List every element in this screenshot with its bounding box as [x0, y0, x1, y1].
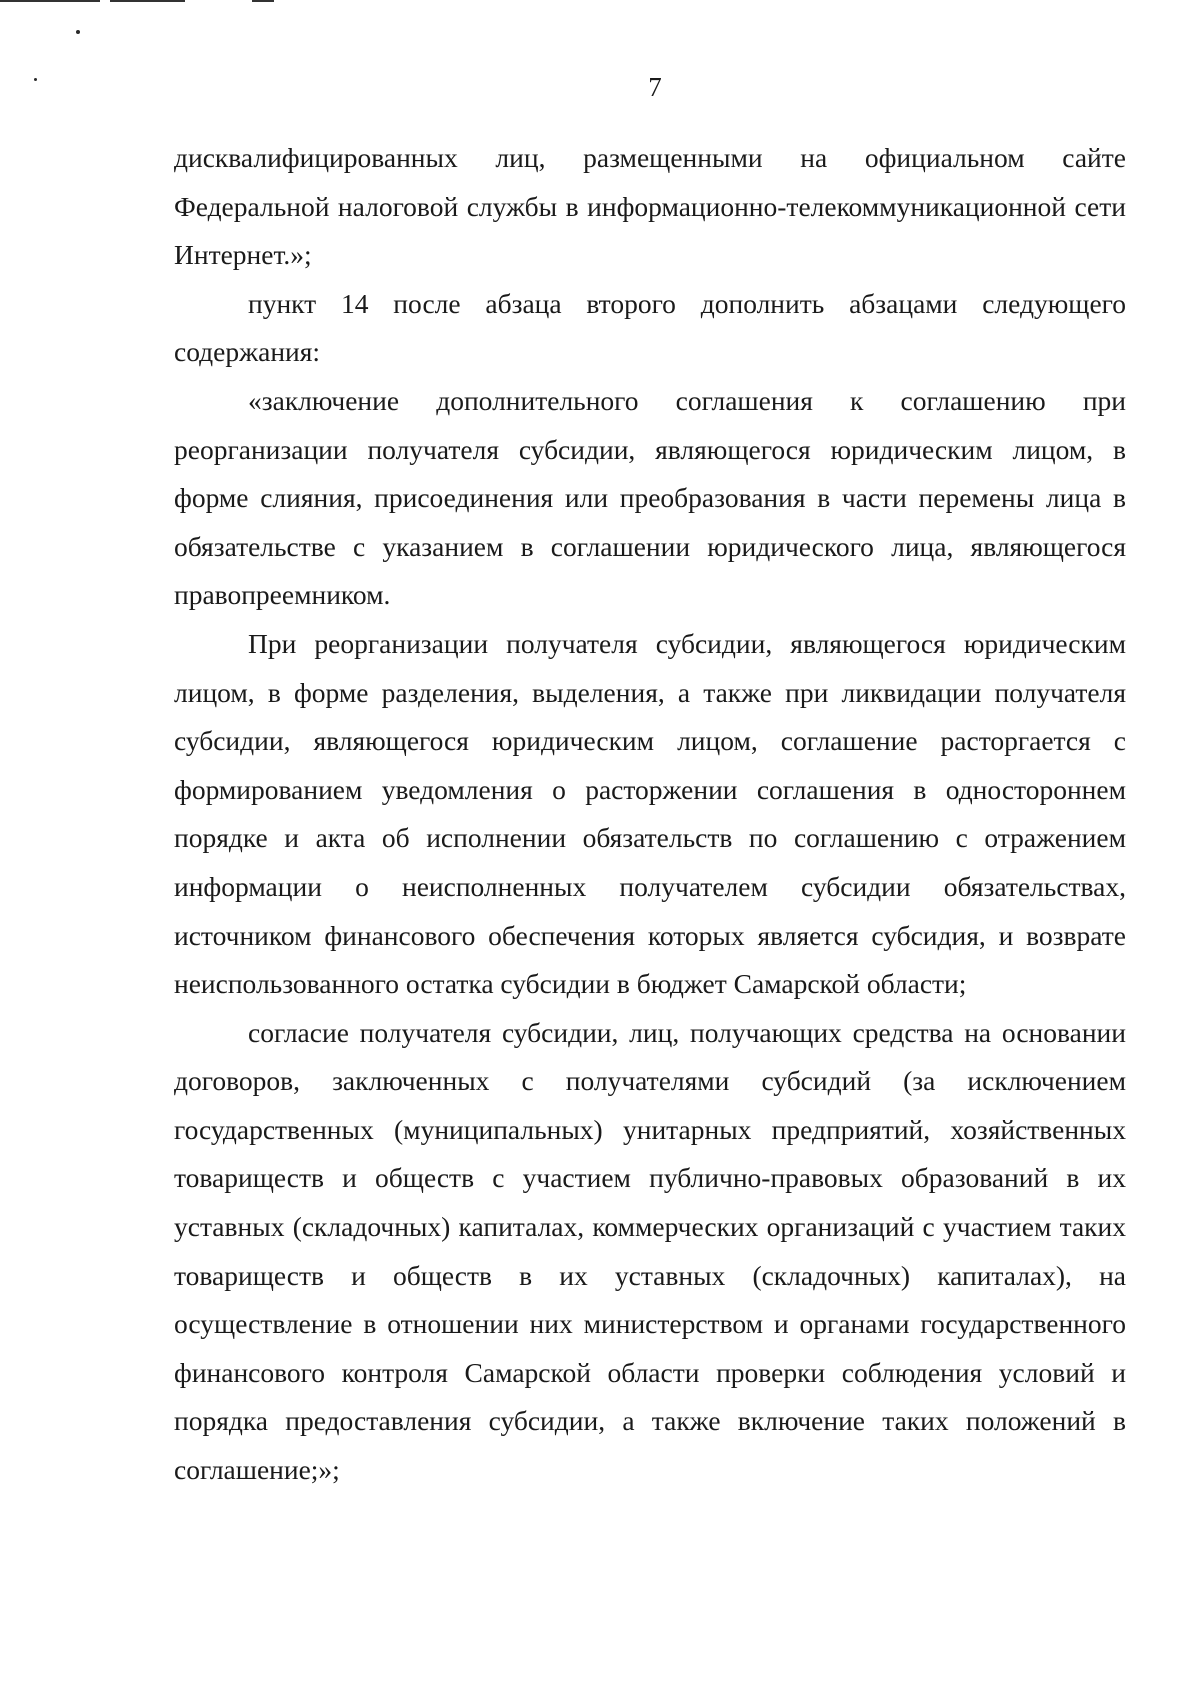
scan-top-rule-left — [0, 0, 100, 2]
paragraph-4: При реорганизации получателя субсидии, являющегося юридическим лицом, в форме разделения, выделения, а также при ликвидации получателя субсидии, являющегося юридическим лицом, соглашение расторгается с формированием уведомления о расторжении соглашения в одностороннем порядке и акта об исполнении обязательств по соглашению с отражением информации о неисполненных получателем субсидии обязательствах, источником финансового обеспечения которых является субсидия, и возврате неиспользованного остатка субсидии в бюджет Самарской области; — [174, 627, 1126, 1000]
page-number: 7 — [648, 72, 662, 102]
paragraph-5: согласие получателя субсидии, лиц, получающих средства на основании договоров, заключенных с получателями субсидий (за исключением государственных (муниципальных) унитарных предприятий, хозяйственных товариществ и обществ с участием публично-правовых образований в их уставных (складочных) капиталах, коммерческих организаций с участием таких товариществ и обществ в их уставных (складочных) капиталах), на осуществление в отношении них министерством и органами государственного финансового контроля Самарской области проверки соблюдения условий и порядка предоставления субсидии, а также включение таких положений в соглашение;»; — [174, 1016, 1126, 1486]
paragraph-1: дисквалифицированных лиц, размещенными на официальном сайте Федеральной налоговой службы в информационно-телекоммуникационной сети Интернет.»; — [174, 142, 1126, 271]
document-body — [174, 134, 1126, 1495]
paragraph-3: «заключение дополнительного соглашения к соглашению при реорганизации получателя субсидии, являющегося юридическим лицом, в форме слияния, присоединения или преобразования в части перемены лица в обязательстве с указанием в соглашении юридического лица, являющегося правопреемником. — [174, 384, 1126, 611]
scan-top-rule-right — [252, 0, 274, 2]
scan-top-rule-middle — [110, 0, 185, 2]
scan-speck — [76, 30, 80, 34]
paragraph-2: пункт 14 после абзаца второго дополнить абзацами следующего содержания: — [174, 287, 1126, 368]
